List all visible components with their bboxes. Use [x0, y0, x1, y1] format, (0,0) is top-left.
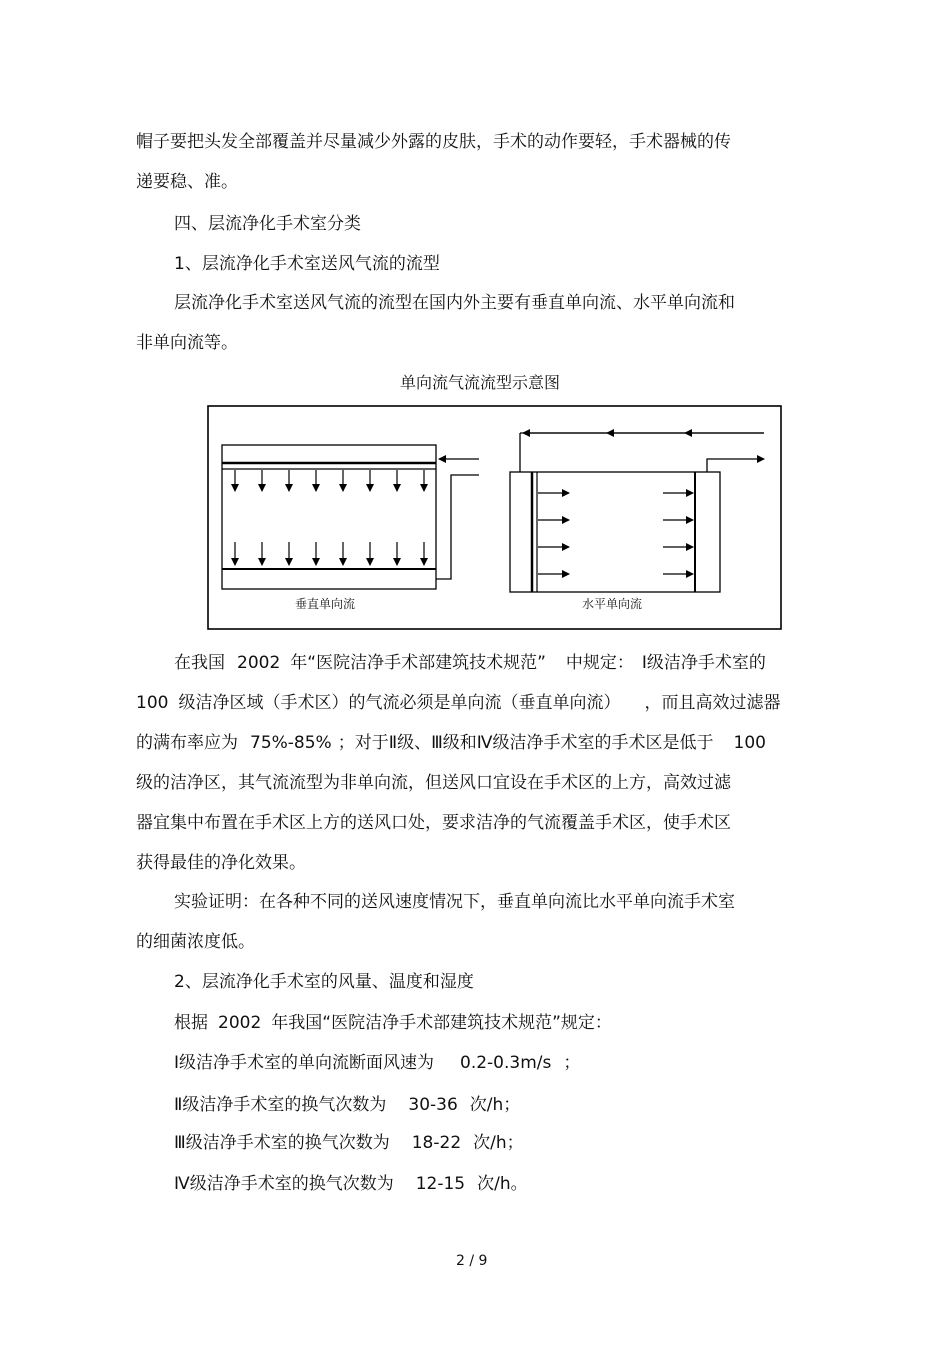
- vertical-flow-label: 垂直单向流: [295, 597, 356, 611]
- spec-4-value: 12-15: [415, 1174, 466, 1194]
- paragraph-3-line-2: [136, 692, 780, 714]
- paragraph-3-line-5: 器宜集中布置在手术区上方的送风口处，要求洁净的气流覆盖手术区，使手术区: [136, 813, 731, 833]
- paragraph-3-line-4: 级的洁净区，其气流流型为非单向流，但送风口宜设在手术区的上方，高效过滤: [136, 773, 731, 793]
- p5-year: 2002: [218, 1013, 262, 1033]
- p3-l2-b: 级洁净区域（手术区）的气流必须是单向流（垂直单向流）: [178, 693, 621, 713]
- spec-class-2: [174, 1094, 520, 1116]
- p3-l3-b: 75%-85%: [250, 733, 332, 753]
- subsection-1-heading: 1、层流净化手术室送风气流的流型: [174, 254, 440, 274]
- spec-3-end: ；: [506, 1133, 524, 1153]
- paragraph-4-line-2: 的细菌浓度低。: [136, 932, 255, 952]
- spec-class-4: [174, 1173, 528, 1195]
- p3-l2-a: 100: [136, 693, 169, 713]
- p3-l3-a: 的满布率应为: [136, 733, 238, 753]
- spec-1-value: 0.2-0.3m/s: [460, 1053, 552, 1073]
- p3-l1-c: 年“医院洁净手术部建筑技术规范”: [290, 653, 546, 673]
- spec-2-end: ；: [503, 1095, 521, 1115]
- paragraph-4-line-1: 实验证明：在各种不同的送风速度情况下，垂直单向流比水平单向流手术室: [174, 892, 735, 912]
- vertical-room: [222, 445, 436, 589]
- paragraph-3-line-3: [136, 732, 766, 754]
- horizontal-flow-label: 水平单向流: [582, 597, 643, 611]
- page-separator: /: [469, 1253, 475, 1269]
- subsection-2-heading: 2、层流净化手术室的风量、温度和湿度: [174, 972, 474, 992]
- page-number: [456, 1252, 487, 1270]
- spec-3-unit: 次/h: [473, 1133, 507, 1153]
- paragraph-3-line-1: [174, 652, 766, 674]
- p5-c: 年我国“医院洁净手术部建筑技术规范”规定：: [271, 1013, 612, 1033]
- p3-l1-year: 2002: [237, 653, 281, 673]
- paragraph-3-line-6: 获得最佳的净化效果。: [136, 853, 306, 873]
- spec-2-value: 30-36: [408, 1095, 458, 1115]
- paragraph-2-line-2: 非单向流等。: [136, 333, 238, 353]
- spec-4-end: 。: [510, 1174, 528, 1194]
- figure-title: 单向流气流流型示意图: [400, 373, 561, 392]
- paragraph-1-line-1: 帽子要把头发全部覆盖并尽量减少外露的皮肤，手术的动作要轻，手术器械的传: [136, 132, 731, 152]
- page-current: 2: [456, 1253, 465, 1269]
- spec-3-value: 18-22: [411, 1133, 462, 1153]
- spec-class-1: [174, 1052, 580, 1074]
- page-total: 9: [478, 1253, 488, 1269]
- p5-a: 根据: [174, 1013, 208, 1033]
- spec-4-unit: 次/h: [477, 1174, 511, 1194]
- spec-1-end: ；: [563, 1053, 581, 1073]
- spec-class-3: [174, 1132, 524, 1154]
- airflow-diagram: [207, 405, 782, 631]
- section-4-heading: 四、层流净化手术室分类: [174, 214, 361, 234]
- spec-3-label: Ⅲ级洁净手术室的换气次数为: [174, 1133, 390, 1153]
- paragraph-1-line-2: 递要稳、准。: [136, 172, 238, 192]
- p3-l2-c: ，而且高效过滤器: [644, 693, 781, 713]
- spec-2-unit: 次/h: [469, 1095, 504, 1115]
- paragraph-5: [174, 1012, 612, 1034]
- spec-4-label: Ⅳ级洁净手术室的换气次数为: [174, 1174, 394, 1194]
- p3-l3-c: ；对于Ⅱ级、Ⅲ级和Ⅳ级洁净手术室的手术区是低于: [337, 733, 714, 753]
- p3-l1-a: 在我国: [174, 653, 225, 673]
- paragraph-2-line-1: 层流净化手术室送风气流的流型在国内外主要有垂直单向流、水平单向流和: [174, 293, 735, 313]
- spec-2-label: Ⅱ级洁净手术室的换气次数为: [174, 1095, 387, 1115]
- p3-l1-d: 中规定：: [565, 653, 634, 673]
- spec-1-label: Ⅰ级洁净手术室的单向流断面风速为: [174, 1053, 435, 1073]
- p3-l1-e: Ⅰ级洁净手术室的: [641, 653, 766, 673]
- p3-l3-d: 100: [733, 733, 766, 753]
